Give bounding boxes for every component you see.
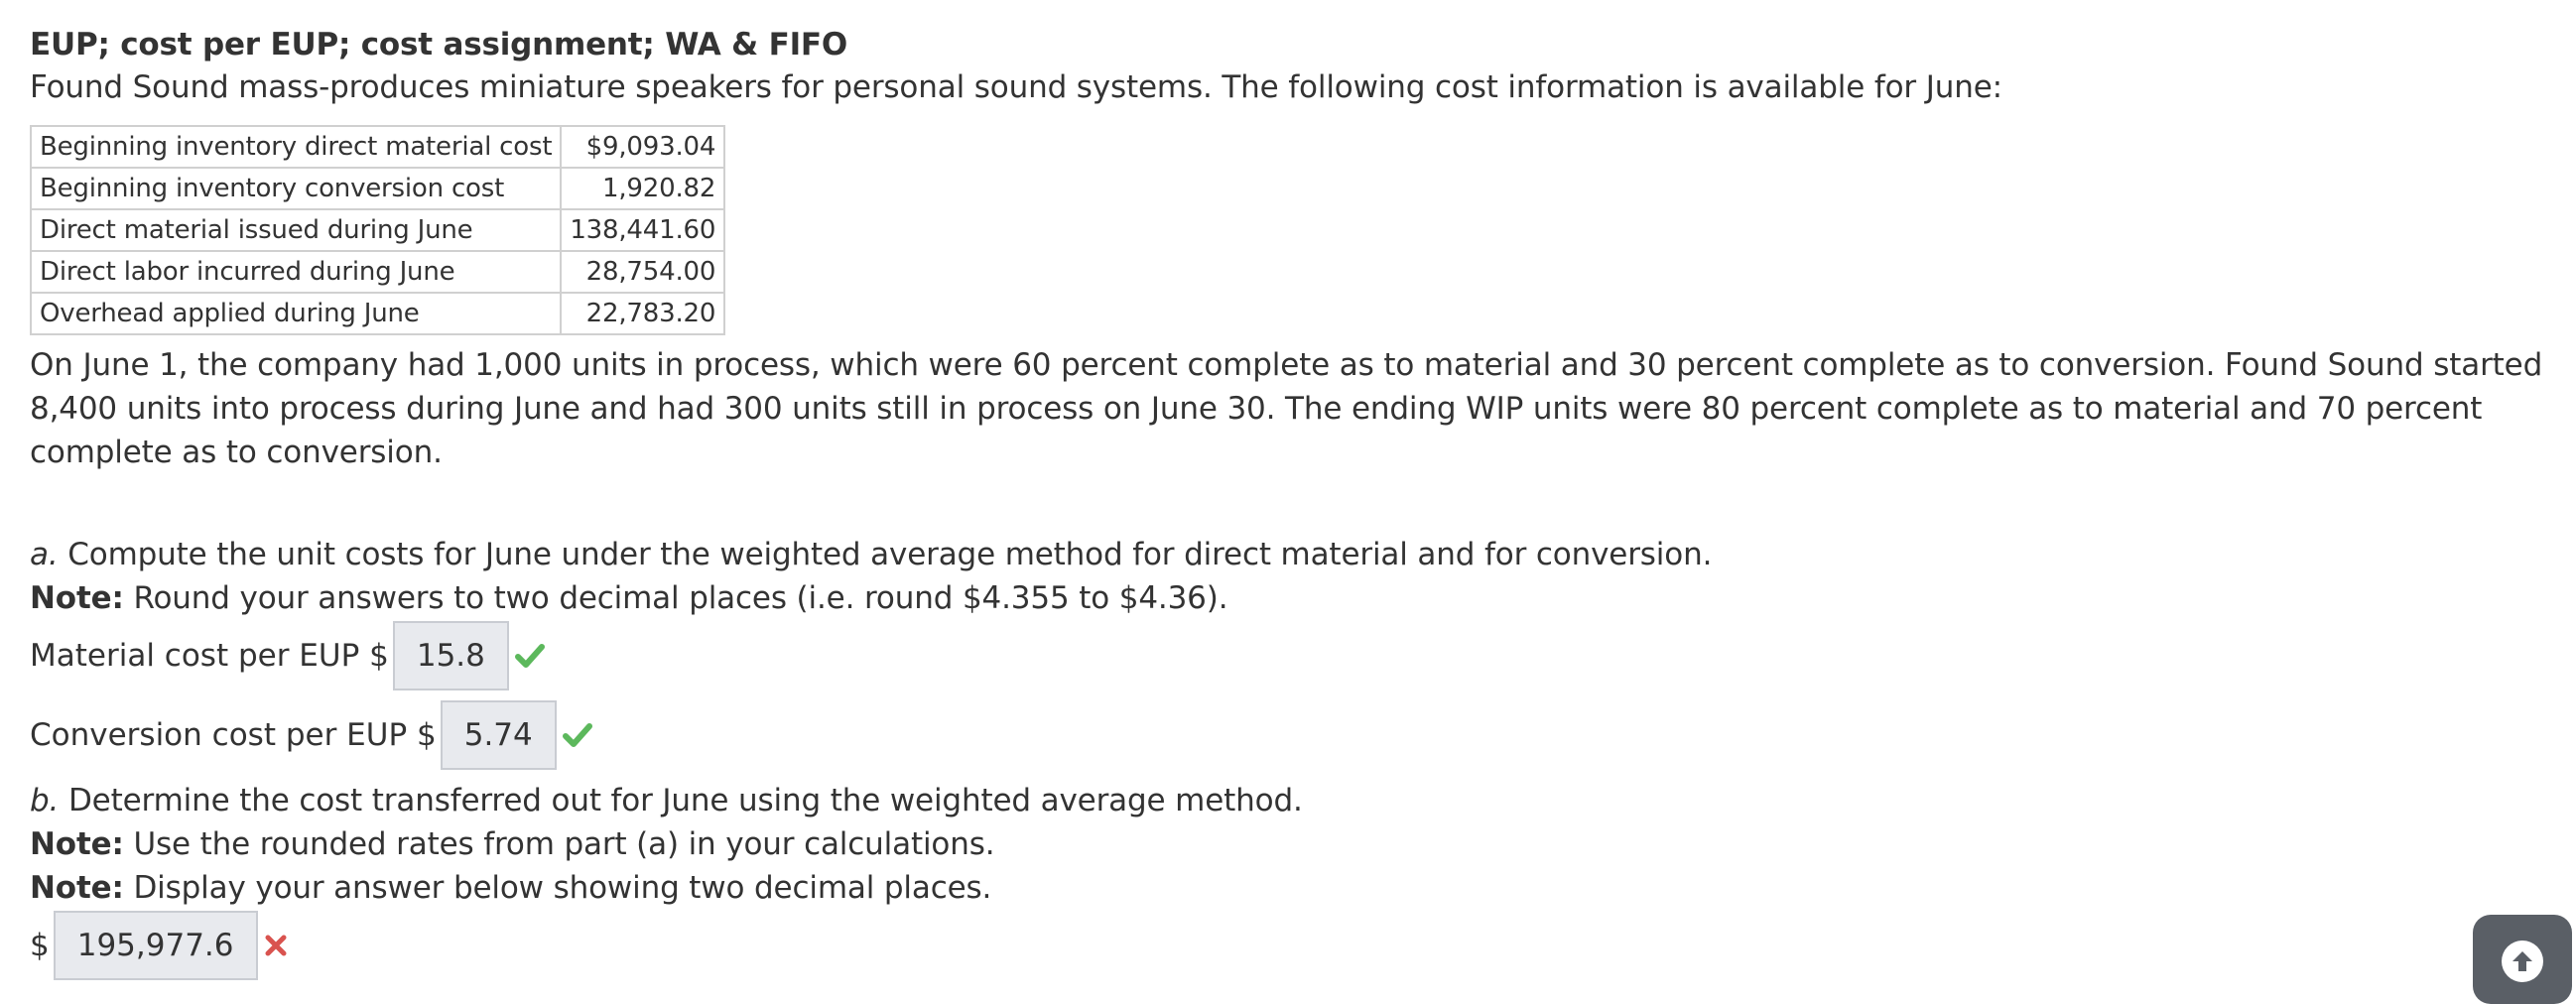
note-label: Note: <box>30 580 124 616</box>
part-a-letter: a. <box>30 537 59 572</box>
table-row <box>31 251 724 293</box>
note-text: Use the rounded rates from part (a) in your calculations. <box>133 826 995 862</box>
currency-label: $ <box>30 928 50 963</box>
check-icon <box>515 643 545 669</box>
cost-value: 22,783.20 <box>561 293 724 334</box>
problem-intro: Found Sound mass-produces miniature speakers for personal sound systems. The following cost information is available for June: <box>30 69 2002 105</box>
note-label: Note: <box>30 870 124 906</box>
part-b-question <box>30 779 2550 822</box>
table-row <box>31 293 724 334</box>
material-answer-input[interactable]: 15.8 <box>393 621 509 690</box>
cost-label: Beginning inventory conversion cost <box>31 168 561 209</box>
check-icon <box>563 722 592 748</box>
cost-value: 28,754.00 <box>561 251 724 293</box>
note-text: Display your answer below showing two decimal places. <box>133 870 992 906</box>
cost-label: Direct labor incurred during June <box>31 251 561 293</box>
part-b-letter: b. <box>30 783 60 818</box>
cost-value: 1,920.82 <box>561 168 724 209</box>
part-b-section <box>30 779 2550 981</box>
part-a-question-text: Compute the unit costs for June under the weighted average method for direct material and for conversion. <box>67 537 1713 572</box>
part-b-note-1 <box>30 822 2550 866</box>
note-text: Round your answers to two decimal places (i.e. round $4.355 to $4.36). <box>133 580 1228 616</box>
material-answer-row <box>30 620 2550 691</box>
transferred-out-answer-row <box>30 910 2550 981</box>
problem-title: EUP; cost per EUP; cost assignment; WA & FIFO <box>30 27 848 63</box>
cost-label: Overhead applied during June <box>31 293 561 334</box>
conversion-label: Conversion cost per EUP $ <box>30 717 437 753</box>
problem-content <box>30 22 2550 981</box>
arrow-up-circle-icon <box>2502 941 2543 982</box>
table-row <box>31 209 724 251</box>
part-a-question <box>30 533 2550 576</box>
cost-label: Direct material issued during June <box>31 209 561 251</box>
conversion-answer-row <box>30 699 2550 771</box>
cost-value: $9,093.04 <box>561 126 724 168</box>
cost-value: 138,441.60 <box>561 209 724 251</box>
transferred-out-answer-input[interactable]: 195,977.6 <box>54 911 258 980</box>
cross-icon <box>264 934 288 957</box>
part-b-question-text: Determine the cost transferred out for June using the weighted average method. <box>67 783 1303 818</box>
scenario-text: On June 1, the company had 1,000 units in process, which were 60 percent complete as to material and 30 percent complete as to conversion. Found Sound started 8,400 units into process during June and had 300 units still in process on June 30. The ending WIP units were 80 percent complete as to material and 70 percent complete as to conversion. <box>30 347 2543 470</box>
cost-label: Beginning inventory direct material cost <box>31 126 561 168</box>
part-a-section <box>30 533 2550 771</box>
scroll-to-top-button[interactable] <box>2473 915 2572 1004</box>
table-row <box>31 168 724 209</box>
table-row <box>31 126 724 168</box>
conversion-answer-input[interactable]: 5.74 <box>441 700 557 770</box>
part-a-note <box>30 576 2550 620</box>
cost-table <box>30 125 725 335</box>
note-label: Note: <box>30 826 124 862</box>
material-label: Material cost per EUP $ <box>30 638 389 674</box>
part-b-note-2 <box>30 866 2550 910</box>
